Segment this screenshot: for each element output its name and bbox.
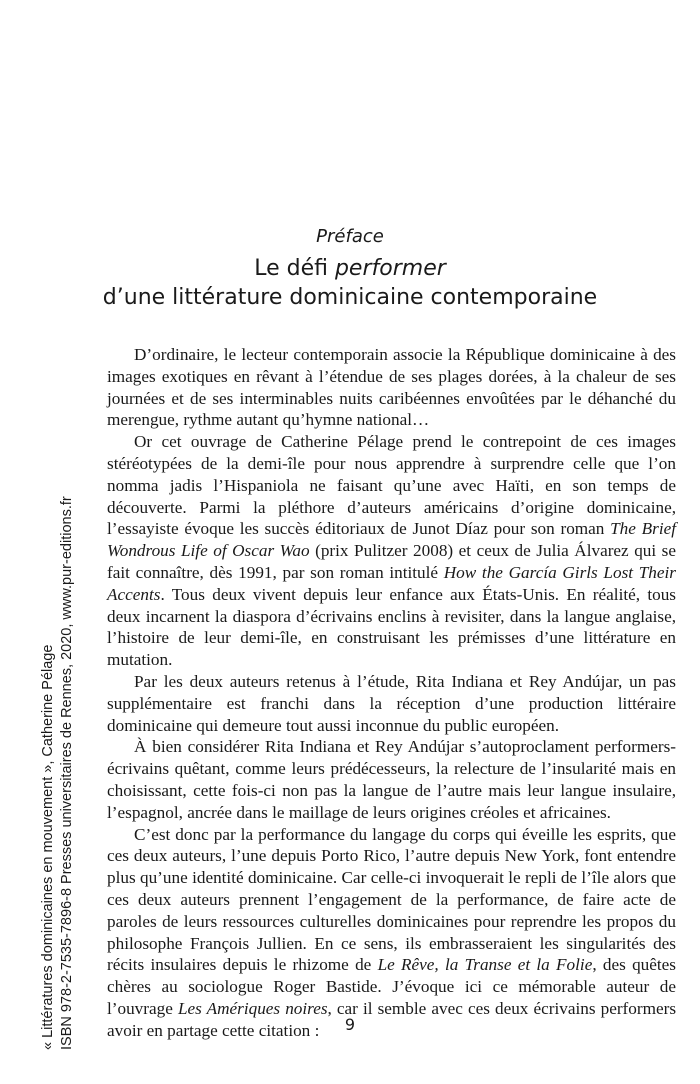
italic-title: Le Rêve, la Transe et la Folie [377, 955, 593, 975]
margin-credit [39, 0, 79, 1050]
text-run: C’est donc par la performance du langage du corps qui éveille les esprits, que ces deux auteurs, l’une depuis Porto Rico, l’autre depuis New York, font entendre plus qu’une identité dominicaine. Car celle-ci invoquerait le repli de l’île alors que ces deux auteurs prennent l’engagement de la performance, de faire acte de paroles de leurs ressources culturelles dominicaines pour reprendre les propos du philosophe François Jullien. En ce sens, ils embrasseraient les singularités des récits insulaires depuis le rhizome de [107, 824, 676, 975]
body-text [107, 344, 676, 1042]
text-run: . Tous deux vivent depuis leur enfance aux États-Unis. En réalité, tous deux incarnent la diaspora d’écrivains enclins à revisiter, dans la langue anglaise, l’histoire de leur demi-île, en construisant les prémisses d’une littérature en mutation. [107, 584, 676, 670]
title-text: Le défi [254, 256, 335, 281]
text-run: Or cet ouvrage de Catherine Pélage prend le contrepoint de ces images stéréotypées de la demi-île pour nous apprendre à surprendre celle que l’on nomma jadis l’Hispaniola ne faisant qu’une avec Haïti, en son temps de découverte. Parmi la pléthore d’auteurs américains d’origine dominicaine, l’essayiste évoque les succès éditoriaux de Junot Díaz pour son roman [107, 432, 676, 539]
credit-line-1: « Littératures dominicaines en mouvement », Catherine Pélage [40, 644, 56, 1050]
paragraph [107, 431, 676, 671]
text-run: À bien considérer Rita Indiana et Rey Andújar s’autoproclament performers-écrivains quêtant, comme leurs prédécesseurs, la relecture de l’insularité mais en choisissant, cette fois-ci non pas la langue de l’autre mais leur langue insulaire, l’espagnol, ancrée dans le maillage de leurs origines créoles et africaines. [107, 737, 676, 822]
text-run: , des quêtes chères au sociologue Roger Bastide. J’évoque ici ce mémorable auteur de l’ouvrage [107, 955, 676, 1018]
title-emphasis: performer [334, 256, 446, 281]
text-run: Par les deux auteurs retenus à l’étude, Rita Indiana et Rey Andújar, un pas supplémentaire est franchi dans la réception d’une production littéraire dominicaine qui demeure tout aussi inconnue du public européen. [107, 671, 676, 735]
text-run: , car il semble avec ces deux écrivains performers avoir en partage cette citation : [107, 998, 677, 1040]
page-number: 9 [344, 1015, 356, 1034]
chapter-title-line-2: d’une littérature dominicaine contemporaine [102, 285, 598, 310]
preface-label: Préface [316, 226, 384, 247]
paragraph [107, 671, 676, 736]
text-run: (prix Pulitzer 2008) et ceux de Julia Álvarez qui se fait connaître, dès 1991, par son roman intitulé [107, 541, 676, 582]
chapter-title-line-1 [0, 256, 700, 281]
italic-title: How the García Girls Lost Their Accents [107, 562, 676, 604]
italic-title: The Brief Wondrous Life of Oscar Wao [107, 519, 677, 561]
text-run: D’ordinaire, le lecteur contemporain associe la République dominicaine à des images exotiques en rêvant à l’étendue de ses plages dorées, à la chaleur de ses journées et de ses interminables nuits caribéennes envoûtées par le déhanché du merengue, rythme autant qu’hymne national… [107, 345, 676, 430]
italic-title: Les Amériques noires [177, 998, 328, 1018]
credit-line-2: ISBN 978-2-7535-7896-8 Presses universitaires de Rennes, 2020, www.pur-editions.fr [59, 496, 75, 1050]
paragraph [107, 824, 676, 1042]
paragraph [107, 736, 676, 823]
paragraph [107, 344, 676, 431]
